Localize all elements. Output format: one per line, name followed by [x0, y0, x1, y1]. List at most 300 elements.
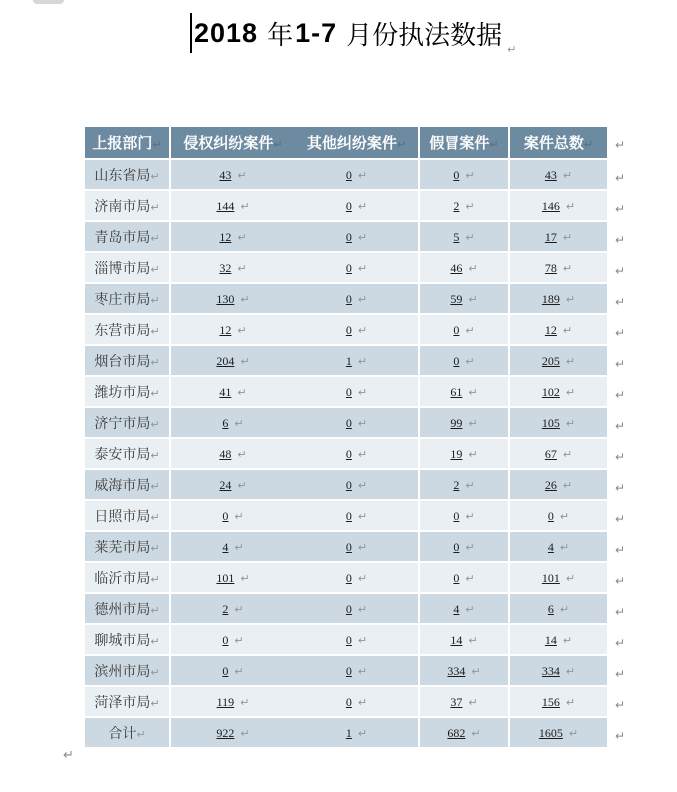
value-cell[interactable] [171, 439, 295, 470]
cell-paragraph-mark: ↵ [562, 169, 573, 182]
value-cell[interactable] [420, 656, 510, 687]
value-cell[interactable] [171, 470, 295, 501]
case-count: 1 [345, 354, 352, 368]
column-header-label: 假冒案件 [429, 135, 490, 152]
cell-paragraph-mark: ↵ [465, 541, 475, 554]
end-of-row-mark: ↵ [615, 449, 626, 464]
table-row-total [85, 718, 607, 749]
cell-paragraph-mark: ↵ [150, 262, 160, 276]
end-of-row-mark: ↵ [615, 480, 626, 495]
value-cell[interactable] [295, 222, 420, 253]
cell-paragraph-mark: ↵ [471, 727, 481, 740]
department-label: 山东省局 [94, 166, 151, 183]
cell-paragraph-mark: ↵ [565, 696, 576, 709]
table-row [85, 191, 607, 222]
value-cell[interactable] [171, 408, 295, 439]
case-count: 101 [541, 571, 560, 585]
cell-paragraph-mark: ↵ [150, 355, 160, 369]
cell-paragraph-mark: ↵ [357, 479, 368, 492]
case-count: 32 [219, 261, 232, 275]
case-count: 12 [219, 323, 232, 337]
cell-paragraph-mark: ↵ [150, 231, 160, 245]
value-cell[interactable] [171, 501, 295, 532]
value-cell[interactable] [295, 439, 420, 470]
case-count: 5 [453, 230, 460, 244]
value-cell[interactable] [171, 284, 295, 315]
cell-paragraph-mark: ↵ [468, 448, 478, 461]
value-cell[interactable] [295, 377, 420, 408]
value-cell[interactable] [420, 625, 510, 656]
cell-paragraph-mark: ↵ [465, 200, 475, 213]
department-cell[interactable] [85, 284, 171, 315]
case-count: 146 [541, 199, 560, 213]
department-cell[interactable] [85, 191, 171, 222]
case-count: 922 [216, 726, 235, 740]
department-label: 滨州市局 [94, 662, 151, 679]
value-cell[interactable] [420, 160, 510, 191]
value-cell[interactable] [171, 594, 295, 625]
value-cell[interactable] [295, 160, 420, 191]
value-cell[interactable] [510, 346, 607, 377]
table-row [85, 377, 607, 408]
value-cell[interactable] [510, 160, 607, 191]
department-cell[interactable] [85, 625, 171, 656]
cell-paragraph-mark: ↵ [357, 200, 368, 213]
value-cell[interactable] [420, 501, 510, 532]
cell-paragraph-mark: ↵ [357, 231, 368, 244]
case-count: 0 [453, 168, 460, 182]
value-cell[interactable] [171, 718, 295, 749]
value-cell[interactable] [510, 532, 607, 563]
case-count: 0 [345, 292, 352, 306]
case-count: 0 [345, 571, 352, 585]
cell-paragraph-mark: ↵ [150, 324, 160, 338]
value-cell[interactable] [295, 656, 420, 687]
end-of-row-marks [612, 127, 625, 751]
case-count: 0 [345, 695, 352, 709]
case-count: 0 [345, 633, 352, 647]
cell-paragraph-mark: ↵ [240, 355, 250, 368]
department-cell[interactable] [85, 718, 171, 749]
value-cell[interactable] [295, 687, 420, 718]
value-cell[interactable] [510, 625, 607, 656]
text-cursor [190, 13, 192, 53]
column-header-department[interactable] [85, 127, 171, 160]
cell-paragraph-mark: ↵ [559, 541, 570, 554]
end-of-row-mark: ↵ [615, 728, 626, 743]
value-cell[interactable] [420, 346, 510, 377]
cell-paragraph-mark: ↵ [468, 293, 478, 306]
department-label: 济宁市局 [94, 414, 151, 431]
value-cell[interactable] [510, 501, 607, 532]
value-cell[interactable] [420, 377, 510, 408]
case-count: 14 [450, 633, 463, 647]
value-cell[interactable] [420, 222, 510, 253]
case-count: 0 [345, 199, 352, 213]
department-cell[interactable] [85, 532, 171, 563]
department-label: 济南市局 [94, 197, 151, 214]
cell-paragraph-mark: ↵ [583, 138, 594, 151]
cell-paragraph-mark: ↵ [237, 231, 247, 244]
case-count: 0 [345, 664, 352, 678]
cell-paragraph-mark: ↵ [565, 386, 576, 399]
column-header-counterfeit[interactable] [420, 127, 510, 160]
value-cell[interactable] [171, 377, 295, 408]
value-cell[interactable] [420, 439, 510, 470]
value-cell[interactable] [420, 408, 510, 439]
cell-paragraph-mark: ↵ [559, 510, 570, 523]
department-label: 烟台市局 [94, 352, 151, 369]
case-count: 61 [450, 385, 463, 399]
cell-paragraph-mark: ↵ [357, 448, 368, 461]
case-count: 130 [216, 292, 235, 306]
value-cell[interactable] [295, 284, 420, 315]
department-label: 青岛市局 [94, 228, 151, 245]
department-cell[interactable] [85, 501, 171, 532]
case-count: 0 [453, 354, 460, 368]
cell-paragraph-mark: ↵ [357, 169, 368, 182]
department-cell[interactable] [85, 253, 171, 284]
case-count: 156 [541, 695, 560, 709]
cell-paragraph-mark: ↵ [150, 510, 160, 524]
cell-paragraph-mark: ↵ [234, 417, 244, 430]
value-cell[interactable] [510, 439, 607, 470]
cell-paragraph-mark: ↵ [150, 200, 160, 214]
cell-paragraph-mark: ↵ [565, 417, 576, 430]
value-cell[interactable] [295, 501, 420, 532]
value-cell[interactable] [420, 718, 510, 749]
department-cell[interactable] [85, 439, 171, 470]
case-count: 0 [345, 385, 352, 399]
value-cell[interactable] [295, 346, 420, 377]
department-label: 威海市局 [94, 476, 151, 493]
value-cell[interactable] [171, 346, 295, 377]
department-label: 东营市局 [94, 321, 151, 338]
cell-paragraph-mark: ↵ [468, 696, 478, 709]
department-cell[interactable] [85, 408, 171, 439]
value-cell[interactable] [510, 253, 607, 284]
department-cell[interactable] [85, 687, 171, 718]
end-of-row-mark: ↵ [615, 697, 626, 712]
value-cell[interactable] [295, 470, 420, 501]
case-count: 4 [547, 540, 554, 554]
case-count: 2 [453, 478, 460, 492]
value-cell[interactable] [420, 191, 510, 222]
cell-paragraph-mark: ↵ [562, 634, 573, 647]
department-cell[interactable] [85, 656, 171, 687]
cell-paragraph-mark: ↵ [565, 355, 576, 368]
cell-paragraph-mark: ↵ [468, 262, 478, 275]
case-count: 101 [216, 571, 235, 585]
table-row [85, 253, 607, 284]
case-count: 0 [453, 540, 460, 554]
case-count: 0 [453, 571, 460, 585]
value-cell[interactable] [295, 315, 420, 346]
case-count: 19 [450, 447, 463, 461]
department-cell[interactable] [85, 315, 171, 346]
department-cell[interactable] [85, 377, 171, 408]
cell-paragraph-mark: ↵ [234, 665, 244, 678]
cell-paragraph-mark: ↵ [562, 324, 573, 337]
value-cell[interactable] [420, 253, 510, 284]
department-label: 菏泽市局 [94, 693, 151, 710]
table-row [85, 408, 607, 439]
title-text: 年 [267, 20, 294, 50]
case-count: 43 [544, 168, 557, 182]
cell-paragraph-mark: ↵ [234, 634, 244, 647]
column-header-infringement[interactable] [171, 127, 295, 160]
cell-paragraph-mark: ↵ [357, 293, 368, 306]
cell-paragraph-mark: ↵ [240, 200, 250, 213]
table-row [85, 315, 607, 346]
value-cell[interactable] [420, 284, 510, 315]
cell-paragraph-mark: ↵ [565, 665, 576, 678]
enforcement-data-table [85, 127, 607, 749]
case-count: 4 [222, 540, 229, 554]
cell-paragraph-mark: ↵ [150, 417, 160, 431]
case-count: 43 [219, 168, 232, 182]
case-count: 189 [541, 292, 560, 306]
cell-paragraph-mark: ↵ [468, 386, 478, 399]
end-of-row-mark: ↵ [615, 635, 626, 650]
department-cell[interactable] [85, 160, 171, 191]
value-cell[interactable] [295, 191, 420, 222]
value-cell[interactable] [295, 563, 420, 594]
case-count: 1 [345, 726, 352, 740]
value-cell[interactable] [510, 594, 607, 625]
case-count: 99 [450, 416, 463, 430]
case-count: 0 [453, 323, 460, 337]
table-header [85, 127, 607, 160]
cell-paragraph-mark: ↵ [357, 417, 368, 430]
table-row [85, 470, 607, 501]
column-header-label: 侵权纠纷案件 [183, 135, 274, 152]
table-row [85, 222, 607, 253]
end-of-row-mark: ↵ [615, 263, 626, 278]
value-cell[interactable] [510, 687, 607, 718]
department-cell[interactable] [85, 470, 171, 501]
value-cell[interactable] [510, 470, 607, 501]
cell-paragraph-mark: ↵ [357, 634, 368, 647]
title-months: 1-7 [295, 17, 338, 48]
case-count: 682 [447, 726, 466, 740]
cell-paragraph-mark: ↵ [357, 665, 368, 678]
case-count: 204 [216, 354, 235, 368]
value-cell[interactable] [420, 563, 510, 594]
table-row [85, 594, 607, 625]
value-cell[interactable] [171, 160, 295, 191]
case-count: 102 [541, 385, 560, 399]
case-count: 119 [216, 695, 235, 709]
value-cell[interactable] [420, 532, 510, 563]
end-of-row-mark: ↵ [615, 294, 626, 309]
cell-paragraph-mark: ↵ [357, 541, 368, 554]
case-count: 0 [345, 168, 352, 182]
department-label: 德州市局 [94, 600, 151, 617]
cell-paragraph-mark: ↵ [489, 138, 499, 151]
case-count: 0 [547, 509, 554, 523]
cell-paragraph-mark: ↵ [565, 293, 576, 306]
cell-paragraph-mark: ↵ [237, 324, 247, 337]
cell-paragraph-mark: ↵ [237, 262, 247, 275]
department-cell[interactable] [85, 346, 171, 377]
department-label: 聊城市局 [94, 631, 151, 648]
case-count: 17 [544, 230, 557, 244]
value-cell[interactable] [420, 315, 510, 346]
cell-paragraph-mark: ↵ [357, 696, 368, 709]
cell-paragraph-mark: ↵ [562, 479, 573, 492]
case-count: 0 [345, 509, 352, 523]
table-row [85, 160, 607, 191]
cell-paragraph-mark: ↵ [465, 603, 475, 616]
value-cell[interactable] [171, 191, 295, 222]
department-label: 淄博市局 [94, 259, 151, 276]
cell-paragraph-mark: ↵ [150, 169, 160, 183]
value-cell[interactable] [420, 470, 510, 501]
cell-paragraph-mark: ↵ [568, 727, 579, 740]
value-cell[interactable] [171, 656, 295, 687]
cell-paragraph-mark: ↵ [150, 293, 160, 307]
end-of-row-mark: ↵ [615, 201, 626, 216]
case-count: 48 [219, 447, 232, 461]
case-count: 0 [453, 509, 460, 523]
table-row [85, 501, 607, 532]
cell-paragraph-mark: ↵ [562, 262, 573, 275]
case-count: 14 [544, 633, 557, 647]
value-cell[interactable] [295, 625, 420, 656]
cell-paragraph-mark: ↵ [150, 448, 160, 462]
cell-paragraph-mark: ↵ [357, 386, 368, 399]
department-label: 合计 [108, 724, 137, 741]
cell-paragraph-mark: ↵ [150, 386, 160, 400]
case-count: 144 [216, 199, 235, 213]
value-cell[interactable] [510, 718, 607, 749]
case-count: 0 [345, 602, 352, 616]
department-label: 莱芜市局 [94, 538, 151, 555]
end-of-row-mark: ↵ [615, 356, 626, 371]
cell-paragraph-mark: ↵ [240, 293, 250, 306]
end-of-row-mark: ↵ [615, 604, 626, 619]
end-of-row-mark: ↵ [615, 387, 626, 402]
case-count: 78 [544, 261, 557, 275]
value-cell[interactable] [171, 563, 295, 594]
table-row [85, 656, 607, 687]
cell-paragraph-mark: ↵ [471, 665, 481, 678]
table-row [85, 532, 607, 563]
value-cell[interactable] [510, 377, 607, 408]
value-cell[interactable] [510, 315, 607, 346]
cell-paragraph-mark: ↵ [562, 231, 573, 244]
cell-paragraph-mark: ↵ [237, 448, 247, 461]
department-label: 日照市局 [94, 507, 151, 524]
value-cell[interactable] [295, 594, 420, 625]
cell-paragraph-mark: ↵ [237, 386, 247, 399]
department-label: 泰安市局 [94, 445, 151, 462]
case-count: 12 [219, 230, 232, 244]
document-title[interactable] [190, 10, 516, 56]
case-count: 6 [547, 602, 554, 616]
end-of-row-mark: ↵ [615, 573, 626, 588]
case-count: 0 [345, 416, 352, 430]
cell-paragraph-mark: ↵ [468, 634, 478, 647]
paragraph-mark: ↵ [507, 43, 517, 56]
end-of-row-mark: ↵ [615, 511, 626, 526]
cell-paragraph-mark: ↵ [240, 696, 250, 709]
value-cell[interactable] [510, 408, 607, 439]
value-cell[interactable] [295, 718, 420, 749]
value-cell[interactable] [171, 687, 295, 718]
cell-paragraph-mark: ↵ [136, 727, 146, 741]
cell-paragraph-mark: ↵ [273, 138, 283, 151]
department-cell[interactable] [85, 563, 171, 594]
value-cell[interactable] [171, 253, 295, 284]
value-cell[interactable] [171, 625, 295, 656]
cell-paragraph-mark: ↵ [234, 510, 244, 523]
cell-paragraph-mark: ↵ [357, 603, 368, 616]
value-cell[interactable] [420, 594, 510, 625]
cell-paragraph-mark: ↵ [357, 510, 368, 523]
column-header-other[interactable] [295, 127, 420, 160]
column-header-label: 上报部门 [92, 135, 153, 152]
case-count: 0 [345, 230, 352, 244]
case-count: 334 [447, 664, 466, 678]
value-cell[interactable] [510, 656, 607, 687]
value-cell[interactable] [171, 532, 295, 563]
value-cell[interactable] [420, 687, 510, 718]
cell-paragraph-mark: ↵ [465, 231, 475, 244]
cell-paragraph-mark: ↵ [468, 417, 478, 430]
case-count: 205 [541, 354, 560, 368]
case-count: 6 [222, 416, 229, 430]
value-cell[interactable] [171, 222, 295, 253]
table-body [85, 160, 607, 749]
cell-paragraph-mark: ↵ [150, 541, 160, 555]
end-of-row-mark: ↵ [615, 542, 626, 557]
department-cell[interactable] [85, 594, 171, 625]
department-label: 枣庄市局 [94, 290, 151, 307]
cell-paragraph-mark: ↵ [150, 603, 160, 617]
cell-paragraph-mark: ↵ [234, 603, 244, 616]
end-of-row-mark: ↵ [615, 170, 626, 185]
value-cell[interactable] [295, 253, 420, 284]
case-count: 2 [453, 199, 460, 213]
value-cell[interactable] [171, 315, 295, 346]
end-of-row-mark: ↵ [615, 325, 626, 340]
end-of-row-mark: ↵ [615, 232, 626, 247]
value-cell[interactable] [295, 408, 420, 439]
cell-paragraph-mark: ↵ [562, 448, 573, 461]
cell-paragraph-mark: ↵ [240, 727, 250, 740]
case-count: 0 [345, 447, 352, 461]
value-cell[interactable] [510, 284, 607, 315]
value-cell[interactable] [510, 563, 607, 594]
cell-paragraph-mark: ↵ [357, 355, 368, 368]
cell-paragraph-mark: ↵ [465, 510, 475, 523]
department-cell[interactable] [85, 222, 171, 253]
cell-paragraph-mark: ↵ [150, 479, 160, 493]
page-edge-artifact [33, 0, 64, 4]
cell-paragraph-mark: ↵ [150, 634, 160, 648]
cell-paragraph-mark: ↵ [465, 169, 475, 182]
table-row [85, 284, 607, 315]
value-cell[interactable] [295, 532, 420, 563]
cell-paragraph-mark: ↵ [559, 603, 570, 616]
value-cell[interactable] [510, 191, 607, 222]
column-header-total[interactable] [510, 127, 607, 160]
cell-paragraph-mark: ↵ [465, 324, 475, 337]
cell-paragraph-mark: ↵ [237, 479, 247, 492]
value-cell[interactable] [510, 222, 607, 253]
